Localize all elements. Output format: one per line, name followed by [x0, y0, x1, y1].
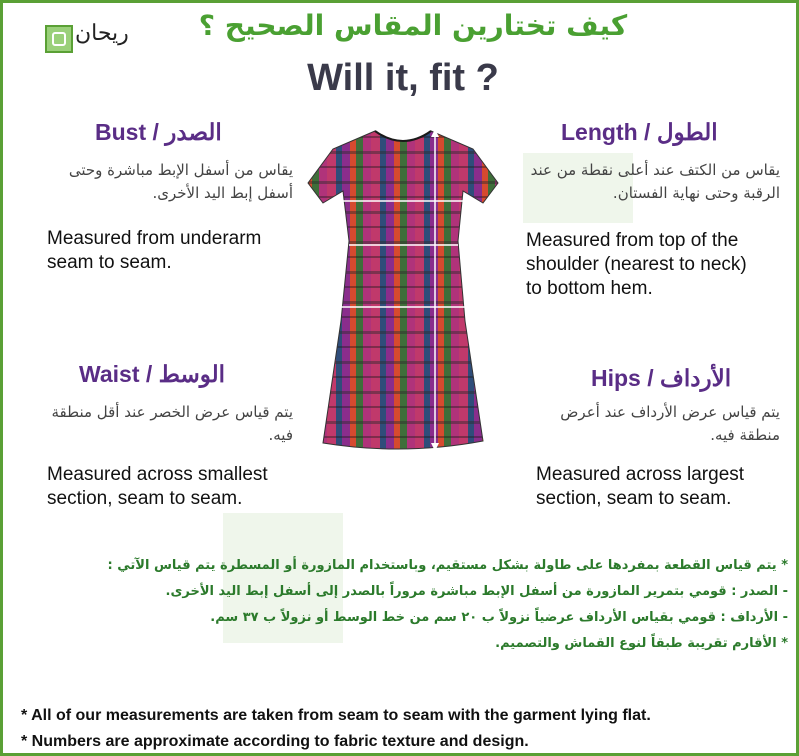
- footer-line: * Numbers are approximate according to fabric texture and design.: [21, 733, 529, 750]
- title-arabic: كيف تختارين المقاس الصحيح ؟: [198, 9, 628, 42]
- arabic-notes: [23, 556, 788, 661]
- hips-english: Measured across largest section, seam to seam.: [536, 464, 745, 509]
- note-line: - الأرداف : قومي بقياس الأرداف عرضياً نزولاً ب ٢٠ سم من خط الوسط أو نزولاً ب ٣٧ سم.: [210, 610, 788, 626]
- waist-english: Measured across smallest section, seam to seam.: [47, 464, 268, 509]
- bust-arabic: يقاس من أسفل الإبط مباشرة وحتى أسفل إبط اليد الأخرى.: [68, 161, 293, 203]
- brand-logo-icon: [45, 25, 73, 53]
- length-heading: Length / الطول: [561, 119, 718, 145]
- note-line: - الصدر : قومي بتمرير المازورة من أسفل الإبط مباشرة مروراً بالصدر إلى أسفل إبط اليد الأخرى.: [165, 584, 788, 600]
- title-english: Will it, fit ?: [307, 57, 499, 99]
- bust-english: Measured from underarm seam to seam.: [47, 228, 262, 273]
- footer-line: * All of our measurements are taken from seam to seam with the garment lying flat.: [21, 707, 651, 724]
- hips-arabic: يتم قياس عرض الأرداف عند أعرض منطقة فيه.: [560, 403, 780, 445]
- hips-heading: Hips / الأرداف: [591, 365, 732, 391]
- brand-logo-text: ريحان: [75, 21, 129, 46]
- note-line: * الأقارم تقريبة طبقاً لنوع القماش والتصميم.: [495, 636, 788, 652]
- waist-arabic: يتم قياس عرض الخصر عند أقل منطقة فيه.: [51, 403, 293, 445]
- length-arabic: يقاس من الكتف عند أعلى نقطة من عند الرقبة وحتى نهاية الفستان.: [530, 161, 780, 203]
- length-english: Measured from top of the shoulder (nearest to neck) to bottom hem.: [526, 230, 747, 299]
- dress-body: [308, 131, 498, 449]
- waist-heading: Waist / الوسط: [79, 361, 226, 387]
- note-line: * يتم قياس القطعة بمفردها على طاولة بشكل مستقيم، وباستخدام المازورة أو المسطرة يتم قياس الآتي :: [107, 558, 788, 573]
- bust-heading: Bust / الصدر: [95, 119, 222, 145]
- dress-illustration: [283, 121, 523, 461]
